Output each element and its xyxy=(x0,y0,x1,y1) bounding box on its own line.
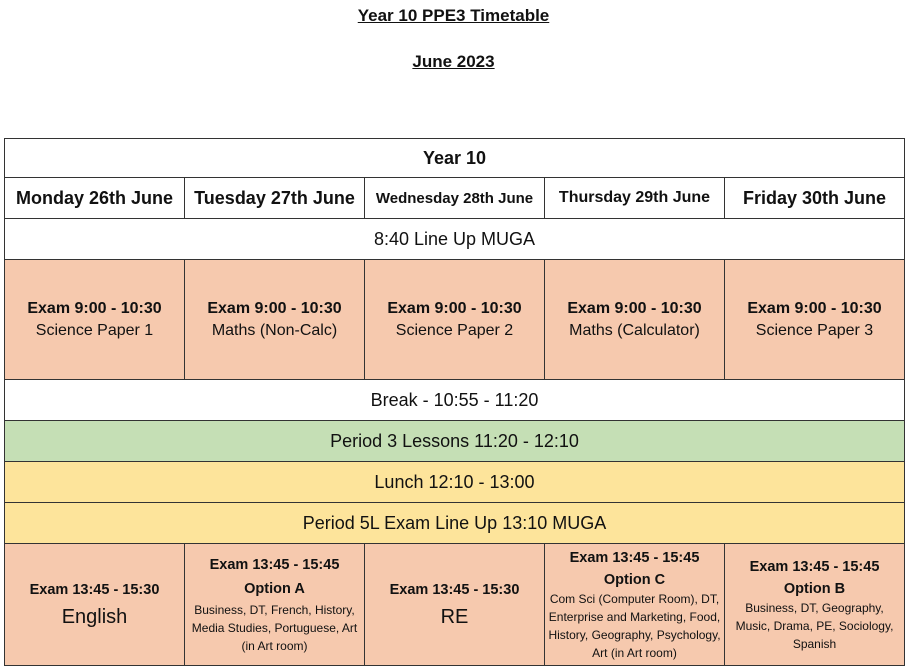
page-title: Year 10 PPE3 Timetable xyxy=(357,6,550,25)
exam-time: Exam 13:45 - 15:30 xyxy=(389,582,520,598)
exam-time: Exam 13:45 - 15:30 xyxy=(29,582,160,598)
day-header-wednesday: Wednesday 28th June xyxy=(365,178,545,219)
exam-time: Exam 9:00 - 10:30 xyxy=(747,299,882,317)
afternoon-exam-monday xyxy=(5,544,185,666)
afternoon-exam-tuesday xyxy=(185,544,365,666)
morning-exam-monday xyxy=(5,260,185,380)
year-header: Year 10 xyxy=(5,139,905,178)
exam-time: Exam 9:00 - 10:30 xyxy=(207,299,342,317)
exam-time: Exam 13:45 - 15:45 xyxy=(209,556,340,573)
page-subtitle: June 2023 xyxy=(412,52,495,71)
period3-cell: Period 3 Lessons 11:20 - 12:10 xyxy=(5,421,905,462)
exam-subject-list: Business, DT, French, History, Media Studies, Portuguese, Art (in Art room) xyxy=(191,602,358,653)
morning-exam-tuesday xyxy=(185,260,365,380)
afternoon-exam-thursday xyxy=(545,544,725,666)
line-up-row xyxy=(5,219,905,260)
exam-subject: Maths (Calculator) xyxy=(569,321,700,339)
exam-time: Exam 9:00 - 10:30 xyxy=(567,299,702,317)
break-cell: Break - 10:55 - 11:20 xyxy=(5,380,905,421)
exam-time: Exam 9:00 - 10:30 xyxy=(27,299,162,317)
break-row xyxy=(5,380,905,421)
exam-option: Option A xyxy=(244,580,305,597)
morning-exam-wednesday xyxy=(365,260,545,380)
day-header-row xyxy=(5,178,905,219)
afternoon-exam-wednesday xyxy=(365,544,545,666)
period3-row xyxy=(5,421,905,462)
lunch-row xyxy=(5,462,905,503)
exam-time: Exam 9:00 - 10:30 xyxy=(387,299,522,317)
day-header-tuesday: Tuesday 27th June xyxy=(185,178,365,219)
exam-time: Exam 13:45 - 15:45 xyxy=(749,558,880,575)
exam-subject-list: Business, DT, Geography, Music, Drama, PE, Sociology, Spanish xyxy=(735,600,894,651)
morning-exam-thursday xyxy=(545,260,725,380)
day-header-friday: Friday 30th June xyxy=(725,178,905,219)
exam-option: Option B xyxy=(783,580,846,597)
exam-time: Exam 13:45 - 15:45 xyxy=(569,549,700,566)
exam-subject-list: Com Sci (Computer Room), DT, Enterprise and Marketing, Food, History, Geography, Psychology, Art (in Art room) xyxy=(548,591,721,660)
exam-subject: Science Paper 1 xyxy=(35,321,154,339)
exam-subject: English xyxy=(61,606,128,628)
exam-subject: Maths (Non-Calc) xyxy=(211,321,338,339)
period5-row xyxy=(5,503,905,544)
line-up-cell: 8:40 Line Up MUGA xyxy=(5,219,905,260)
lunch-cell: Lunch 12:10 - 13:00 xyxy=(5,462,905,503)
exam-option: Option C xyxy=(603,571,666,588)
exam-subject: Science Paper 3 xyxy=(755,321,874,339)
exam-subject: RE xyxy=(440,606,469,628)
day-header-thursday: Thursday 29th June xyxy=(545,178,725,219)
morning-exam-row xyxy=(5,260,905,380)
period5-cell: Period 5L Exam Line Up 13:10 MUGA xyxy=(5,503,905,544)
day-header-monday: Monday 26th June xyxy=(5,178,185,219)
afternoon-exam-row xyxy=(5,544,905,666)
afternoon-exam-friday xyxy=(725,544,905,666)
exam-subject: Science Paper 2 xyxy=(395,321,514,339)
morning-exam-friday xyxy=(725,260,905,380)
timetable xyxy=(4,138,905,666)
year-header-row xyxy=(5,139,905,178)
